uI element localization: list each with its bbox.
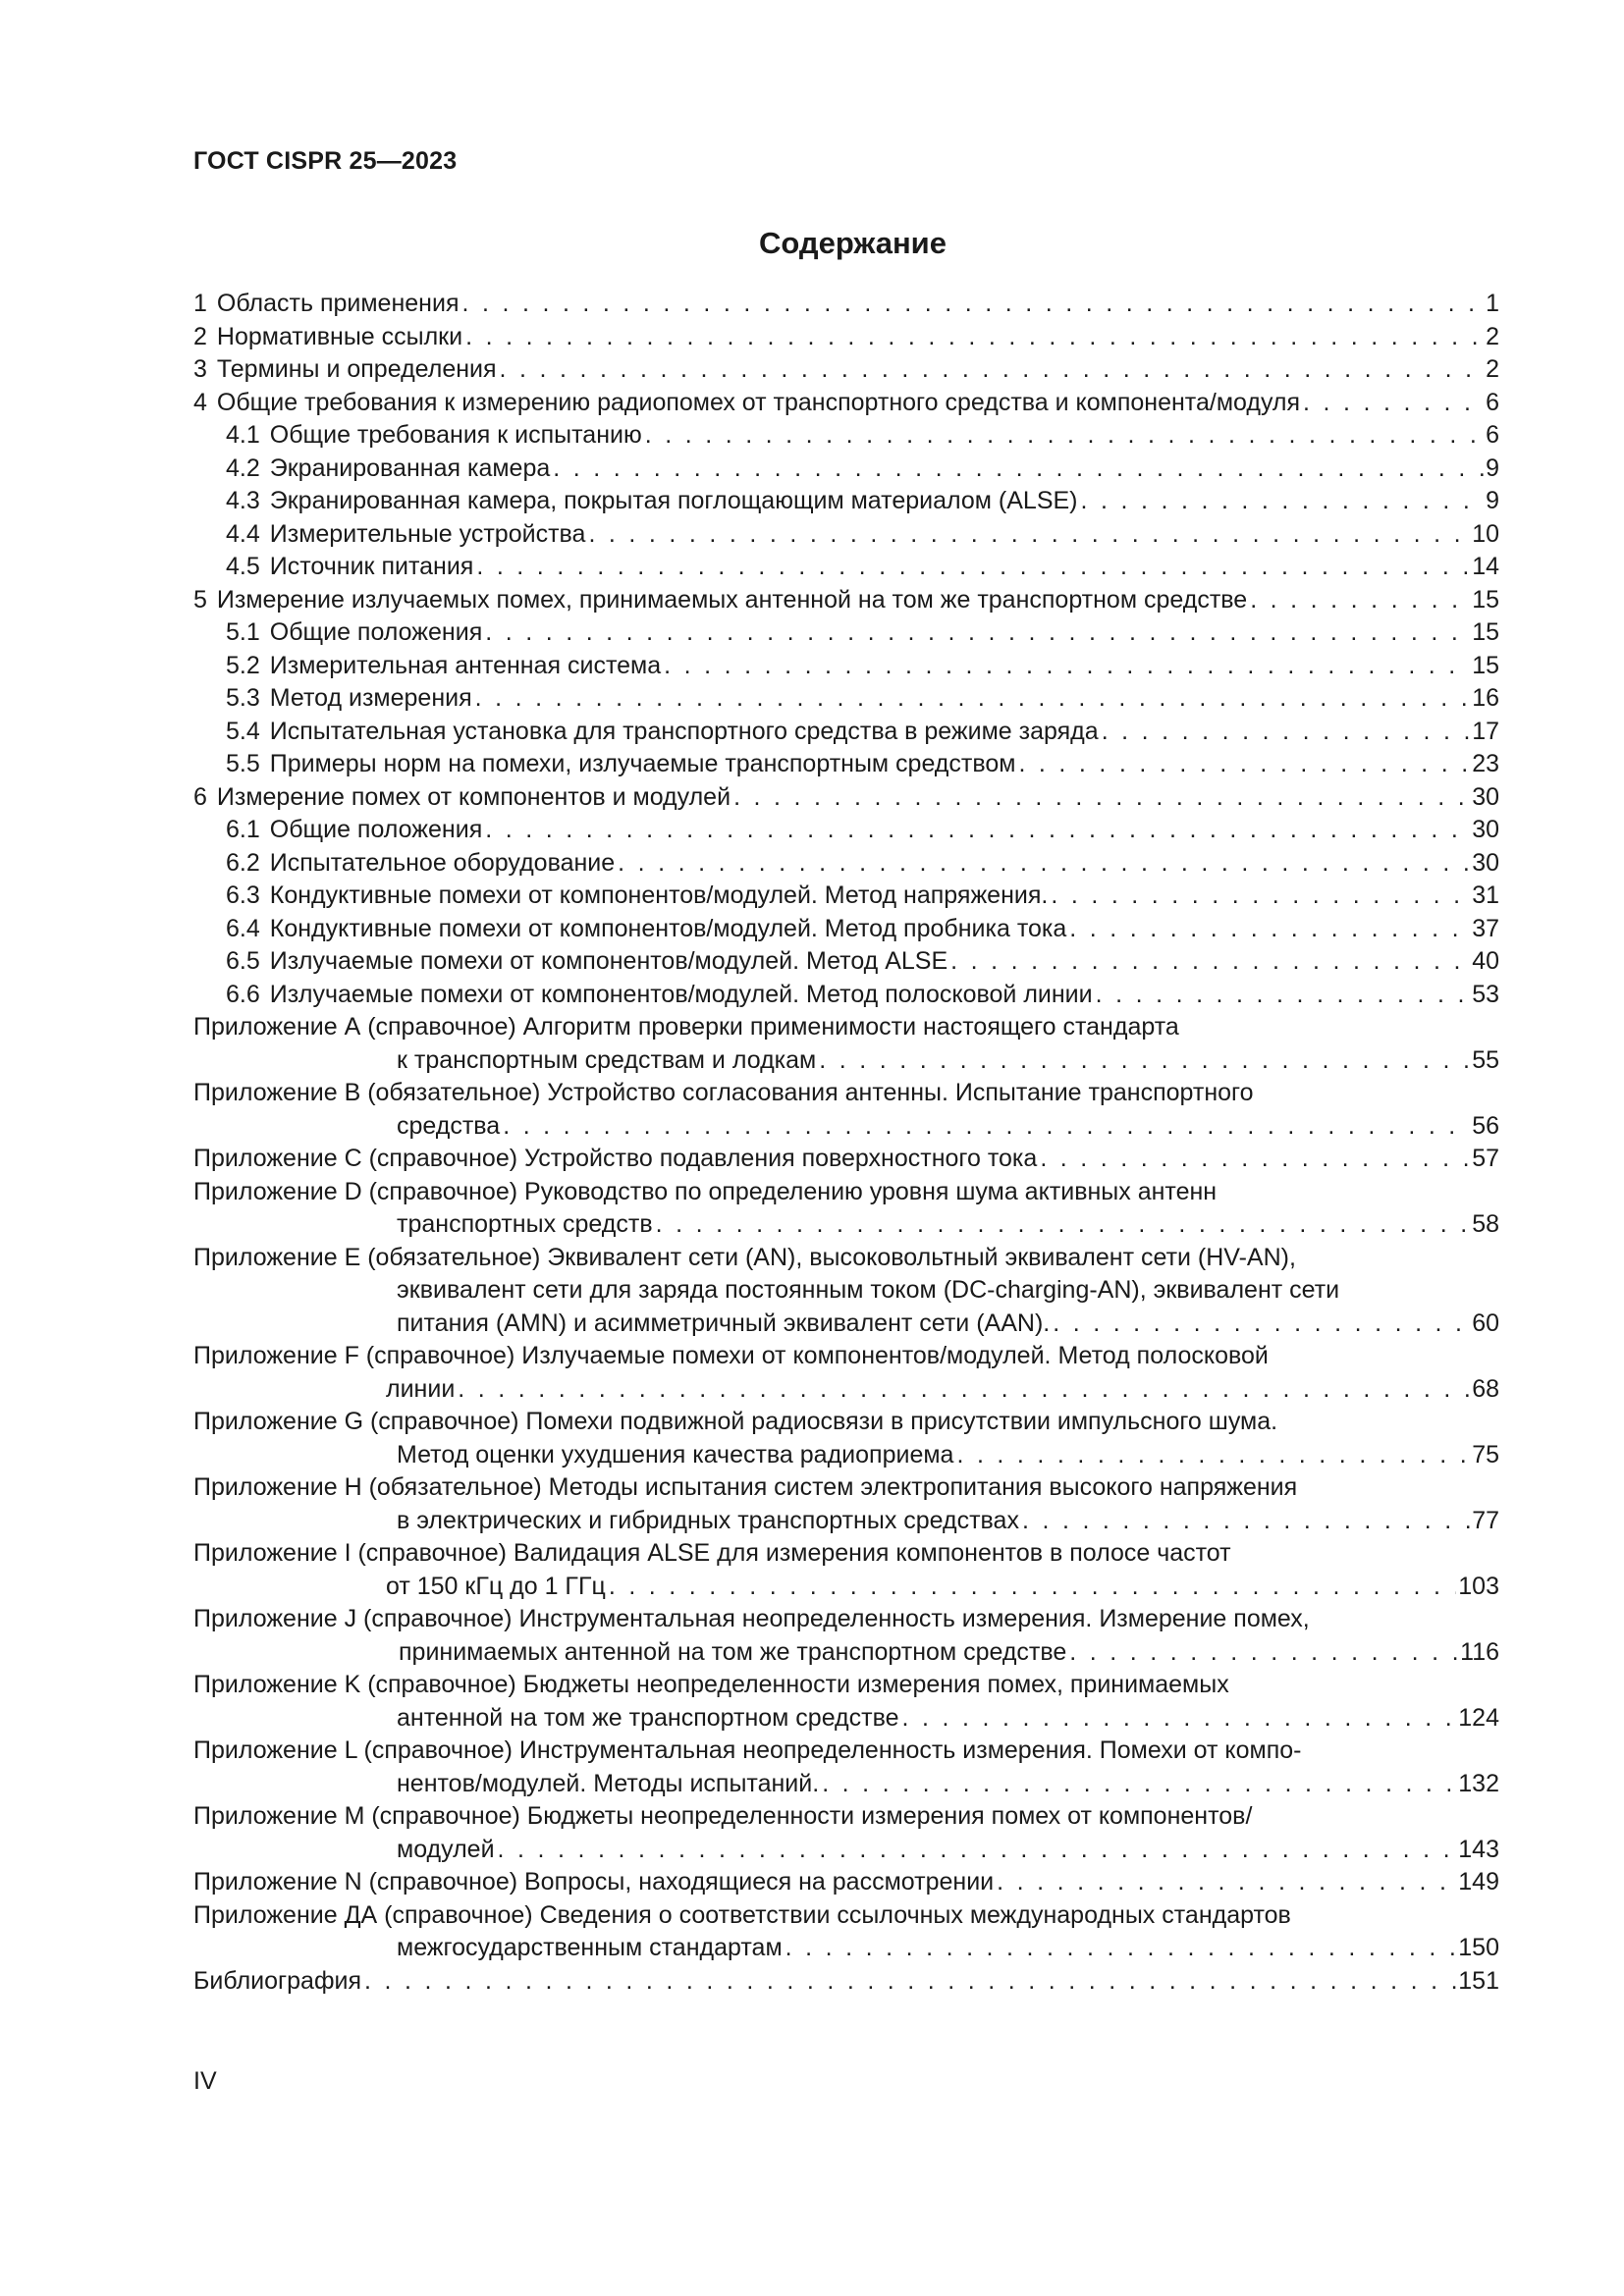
toc-page-number: 143 — [1458, 1835, 1499, 1863]
toc-page-number: 2 — [1486, 322, 1499, 350]
toc-page-number: 58 — [1472, 1210, 1499, 1238]
toc-page-number: 149 — [1458, 1868, 1499, 1896]
toc-annex-n[interactable]: Приложение N (справочное) Вопросы, находящиеся на рассмотрении . . . 149 — [193, 1866, 1499, 1899]
toc-annex-continuation[interactable]: средства . . . 56 — [193, 1110, 1499, 1144]
toc-subentry[interactable]: 6.4 Кондуктивные помехи от компонентов/модулей. Метод пробника тока . . . 37 — [193, 913, 1499, 946]
table-of-contents — [193, 288, 1499, 1998]
toc-page-number: 56 — [1472, 1111, 1499, 1140]
toc-page-number: 68 — [1472, 1374, 1499, 1403]
toc-page-number: 14 — [1472, 553, 1499, 580]
toc-page-number: 57 — [1472, 1145, 1499, 1172]
toc-entry[interactable]: 4 Общие требования к измерению радиопомех от транспортного средства и компонента/модуля . . . 6 — [193, 387, 1499, 420]
toc-annex-e[interactable]: Приложение Е (обязательное) Эквивалент сети (AN), высоковольтный эквивалент сети (HV-AN), — [193, 1243, 1296, 1271]
toc-annex-i[interactable]: Приложение I (справочное) Валидация ALSE для измерения компонентов в полосе частот — [193, 1539, 1231, 1567]
toc-annex-continuation[interactable]: принимаемых антенной на том же транспортном средстве . . . 116 — [193, 1636, 1499, 1670]
toc-page-number: 116 — [1460, 1637, 1499, 1666]
toc-subentry[interactable]: 5.2 Измерительная антенная система . . . 15 — [193, 650, 1499, 683]
toc-entry[interactable]: 3 Термины и определения . . . 2 — [193, 353, 1499, 387]
toc-annex-m[interactable]: Приложение М (справочное) Бюджеты неопределенности измерения помех от компонентов/ — [193, 1802, 1253, 1830]
toc-subentry[interactable]: 6.6 Излучаемые помехи от компонентов/модулей. Метод полосковой линии . . . 53 — [193, 979, 1499, 1012]
page-title: Содержание — [759, 226, 947, 260]
toc-page-number: 6 — [1486, 388, 1499, 416]
toc-page-number: 30 — [1472, 782, 1499, 811]
toc-page-number: 60 — [1472, 1308, 1499, 1337]
toc-page-number: 9 — [1486, 487, 1499, 514]
toc-subentry[interactable]: 5.1 Общие положения . . . 15 — [193, 616, 1499, 650]
toc-page-number: 53 — [1472, 980, 1499, 1008]
toc-page-number: 16 — [1472, 684, 1499, 712]
toc-subentry[interactable]: 5.4 Испытательная установка для транспортного средства в режиме заряда . . . 17 — [193, 716, 1499, 749]
toc-annex-continuation[interactable]: к транспортным средствам и лодкам . . . 55 — [193, 1044, 1499, 1078]
toc-page-number: 55 — [1472, 1045, 1499, 1074]
toc-page-number: 2 — [1486, 355, 1499, 383]
toc-subentry[interactable]: 6.3 Кондуктивные помехи от компонентов/модулей. Метод напряжения. . . . 31 — [193, 880, 1499, 913]
toc-entry[interactable]: 1 Область применения . . . 1 — [193, 288, 1499, 321]
toc-page-number: 150 — [1458, 1934, 1499, 1961]
toc-annex-c[interactable]: Приложение С (справочное) Устройство подавления поверхностного тока . . . 57 — [193, 1143, 1499, 1176]
toc-subentry[interactable]: 6.5 Излучаемые помехи от компонентов/модулей. Метод ALSE . . . 40 — [193, 945, 1499, 979]
toc-page-number: 132 — [1458, 1769, 1499, 1797]
toc-annex-continuation[interactable]: от 150 кГц до 1 ГГц . . . 103 — [193, 1571, 1499, 1604]
toc-subentry[interactable]: 4.5 Источник питания . . . 14 — [193, 551, 1499, 584]
toc-bibliography[interactable]: Библиография . . . 151 — [193, 1965, 1499, 1999]
page-number: IV — [193, 2067, 217, 2095]
toc-annex-continuation[interactable]: Метод оценки ухудшения качества радиоприема . . . 75 — [193, 1439, 1499, 1472]
toc-annex-b[interactable]: Приложение В (обязательное) Устройство согласования антенны. Испытание транспортного — [193, 1079, 1254, 1106]
toc-page-number: 15 — [1472, 585, 1499, 614]
toc-entry[interactable]: 5 Измерение излучаемых помех, принимаемых антенной на том же транспортном средстве . . . 15 — [193, 584, 1499, 617]
toc-annex-k[interactable]: Приложение K (справочное) Бюджеты неопределенности измерения помех, принимаемых — [193, 1671, 1229, 1698]
toc-page-number: 30 — [1472, 816, 1499, 843]
toc-annex-j[interactable]: Приложение J (справочное) Инструментальная неопределенность измерения. Измерение помех, — [193, 1605, 1310, 1632]
toc-subentry[interactable]: 4.4 Измерительные устройства . . . 10 — [193, 518, 1499, 552]
toc-annex-continuation[interactable]: антенной на том же транспортном средстве . . . 124 — [193, 1702, 1499, 1735]
toc-annex-h[interactable]: Приложение Н (обязательное) Методы испытания систем электропитания высокого напряжения — [193, 1473, 1298, 1501]
toc-page-number: 75 — [1472, 1440, 1499, 1468]
toc-subentry[interactable]: 5.5 Примеры норм на помехи, излучаемые транспортным средством . . . 23 — [193, 748, 1499, 781]
toc-page-number: 103 — [1458, 1572, 1499, 1600]
toc-page-number: 30 — [1472, 848, 1499, 877]
toc-annex-continuation[interactable]: модулей . . . 143 — [193, 1834, 1499, 1867]
toc-annex-continuation[interactable]: эквивалент сети для заряда постоянным током (DC-charging-AN), эквивалент сети — [397, 1276, 1340, 1304]
toc-page-number: 1 — [1486, 290, 1499, 317]
toc-page-number: 10 — [1472, 519, 1499, 548]
toc-subentry[interactable]: 4.2 Экранированная камера . . . 9 — [193, 453, 1499, 486]
toc-page-number: 40 — [1472, 947, 1499, 975]
toc-entry[interactable]: 6 Измерение помех от компонентов и модулей . . . 30 — [193, 781, 1499, 815]
toc-annex-continuation[interactable]: питания (AMN) и асимметричный эквивалент сети (AAN). . . . 60 — [193, 1308, 1499, 1341]
toc-page-number: 124 — [1458, 1703, 1499, 1732]
toc-annex-f[interactable]: Приложение F (справочное) Излучаемые помехи от компонентов/модулей. Метод полосковой — [193, 1342, 1269, 1369]
toc-page-number: 37 — [1472, 914, 1499, 942]
toc-annex-a[interactable]: Приложение А (справочное) Алгоритм проверки применимости настоящего стандарта — [193, 1013, 1179, 1041]
toc-subentry[interactable]: 6.1 Общие положения . . . 30 — [193, 814, 1499, 847]
toc-annex-continuation[interactable]: линии . . . 68 — [193, 1373, 1499, 1407]
toc-entry[interactable]: 2 Нормативные ссылки . . . 2 — [193, 321, 1499, 354]
toc-page-number: 17 — [1472, 717, 1499, 745]
toc-page-number: 15 — [1472, 618, 1499, 646]
toc-annex-continuation[interactable]: нентов/модулей. Методы испытаний. . . . 132 — [193, 1768, 1499, 1801]
toc-annex-d[interactable]: Приложение D (справочное) Руководство по определению уровня шума активных антенн — [193, 1177, 1218, 1205]
toc-subentry[interactable]: 5.3 Метод измерения . . . 16 — [193, 682, 1499, 716]
toc-page-number: 9 — [1486, 454, 1499, 482]
toc-page-number: 15 — [1472, 651, 1499, 679]
toc-page-number: 31 — [1472, 881, 1499, 909]
toc-annex-da[interactable]: Приложение ДА (справочное) Сведения о соответствии ссылочных международных стандартов — [193, 1900, 1291, 1929]
toc-annex-l[interactable]: Приложение L (справочное) Инструментальная неопределенность измерения. Помехи от компо- — [193, 1736, 1302, 1764]
toc-annex-continuation[interactable]: транспортных средств . . . 58 — [193, 1208, 1499, 1242]
toc-subentry[interactable]: 4.3 Экранированная камера, покрытая поглощающим материалом (ALSE) . . . 9 — [193, 485, 1499, 518]
toc-annex-continuation[interactable]: межгосударственным стандартам . . . 150 — [193, 1932, 1499, 1965]
toc-page-number: 23 — [1472, 750, 1499, 777]
toc-annex-g[interactable]: Приложение G (справочное) Помехи подвижной радиосвязи в присутствии импульсного шума. — [193, 1408, 1278, 1435]
toc-subentry[interactable]: 6.2 Испытательное оборудование . . . 30 — [193, 847, 1499, 881]
toc-page-number: 151 — [1458, 1966, 1499, 1995]
toc-subentry[interactable]: 4.1 Общие требования к испытанию . . . 6 — [193, 419, 1499, 453]
toc-page-number: 6 — [1486, 421, 1499, 449]
toc-annex-continuation[interactable]: в электрических и гибридных транспортных средствах . . . 77 — [193, 1505, 1499, 1538]
document-code-header: ГОСТ CISPR 25—2023 — [193, 147, 458, 175]
toc-page-number: 77 — [1472, 1506, 1499, 1534]
